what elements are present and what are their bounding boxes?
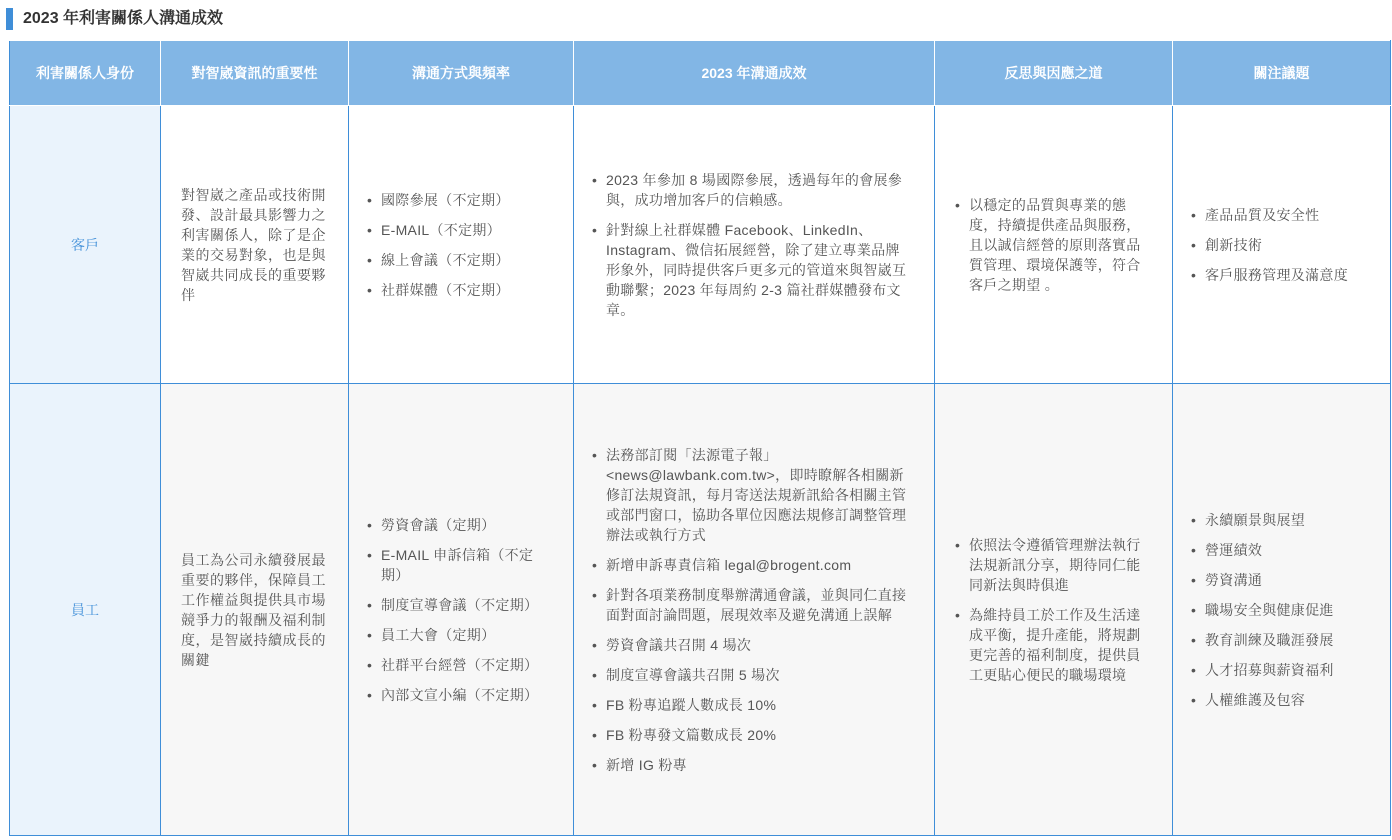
list-item: • 國際參展（不定期） [367,190,553,210]
list-item: • 客戶服務管理及滿意度 [1191,265,1370,285]
list-item: • 員工大會（定期） [367,625,553,645]
list-item: • 人權維護及包容 [1191,690,1370,710]
methods-list [367,190,553,300]
list-item: • 2023 年參加 8 場國際參展，透過每年的會展參與，成功增加客戶的信賴感。 [592,170,908,210]
results-cell [574,384,935,836]
importance-cell: 對智崴之產品或技術開發、設計最具影響力之利害關係人，除了是企業的交易對象，也是與智崴共同成長的重要夥伴 [161,106,349,384]
list-item: • 職場安全與健康促進 [1191,600,1370,620]
column-header-importance: 對智崴資訊的重要性 [161,41,349,106]
results-cell [574,106,935,384]
topics-cell [1173,384,1391,836]
list-item: • 新增申訴專責信箱 legal@brogent.com [592,555,908,575]
list-item: • E-MAIL（不定期） [367,220,553,240]
topics-cell [1173,106,1391,384]
table-header-row [10,41,1391,106]
list-item: • 依照法令遵循管理辦法執行法規新訊分享，期待同仁能同新法與時俱進 [955,535,1146,595]
list-item: • 制度宣導會議共召開 5 場次 [592,665,908,685]
list-item: • 制度宣導會議（不定期） [367,595,553,615]
list-item: • 針對線上社群媒體 Facebook、LinkedIn、Instagram、微信拓展經營，除了建立專業品牌形象外，同時提供客戶更多元的管道來與智崴互動聯繫；2023 年每周約 2-3 篇社群媒體發布文章。 [592,220,908,320]
importance-cell: 員工為公司永續發展最重要的夥伴，保障員工工作權益與提供具市場競爭力的報酬及福利制度，是智崴持續成長的關鍵 [161,384,349,836]
list-item: • 勞資會議共召開 4 場次 [592,635,908,655]
list-item: • 社群媒體（不定期） [367,280,553,300]
stakeholder-cell: 員工 [10,384,161,836]
list-item: • 人才招募與薪資福利 [1191,660,1370,680]
table-row-customers [10,106,1391,384]
list-item: • 創新技術 [1191,235,1370,255]
column-header-results: 2023 年溝通成效 [574,41,935,106]
results-list [592,445,908,775]
list-item: • E-MAIL 申訴信箱（不定期） [367,545,553,585]
reflection-cell [935,384,1173,836]
list-item: • 永續願景與展望 [1191,510,1370,530]
list-item: • 勞資溝通 [1191,570,1370,590]
list-item: • 以穩定的品質與專業的態度，持續提供產品與服務，且以誠信經營的原則落實品質管理、環境保護等，符合客戶之期望 。 [955,195,1146,295]
column-header-methods: 溝通方式與頻率 [349,41,574,106]
list-item: • 法務部訂閱「法源電子報」<news@lawbank.com.tw>，即時瞭解各相關新修訂法規資訊，每月寄送法規新訊給各相關主管或部門窗口，協助各單位因應法規修訂調整管理辦法或執行方式 [592,445,908,545]
list-item: • 為維持員工於工作及生活達成平衡，提升產能，將規劃更完善的福利制度，提供員工更貼心便民的職場環境 [955,605,1146,685]
methods-cell [349,384,574,836]
list-item: • 針對各項業務制度舉辦溝通會議，並與同仁直接面對面討論問題，展現效率及避免溝通上誤解 [592,585,908,625]
list-item: • 營運績效 [1191,540,1370,560]
list-item: • FB 粉專發文篇數成長 20% [592,725,908,745]
stakeholder-table [9,40,1391,836]
reflection-cell [935,106,1173,384]
reflection-list [955,535,1146,685]
page-title: 2023 年利害關係人溝通成效 [6,8,223,30]
column-header-topics: 關注議題 [1173,41,1391,106]
list-item: • 教育訓練及職涯發展 [1191,630,1370,650]
list-item: • 產品品質及安全性 [1191,205,1370,225]
list-item: • 線上會議（不定期） [367,250,553,270]
list-item: • 社群平台經營（不定期） [367,655,553,675]
topics-list [1191,205,1370,285]
list-item: • FB 粉專追蹤人數成長 10% [592,695,908,715]
topics-list [1191,510,1370,710]
list-item: • 新增 IG 粉專 [592,755,908,775]
table-row-employees [10,384,1391,836]
column-header-stakeholder: 利害關係人身份 [10,41,161,106]
column-header-reflection: 反思與因應之道 [935,41,1173,106]
results-list [592,170,908,320]
methods-list [367,515,553,705]
stakeholder-cell: 客戶 [10,106,161,384]
reflection-list [955,195,1146,295]
methods-cell [349,106,574,384]
list-item: • 勞資會議（定期） [367,515,553,535]
list-item: • 內部文宣小編（不定期） [367,685,553,705]
